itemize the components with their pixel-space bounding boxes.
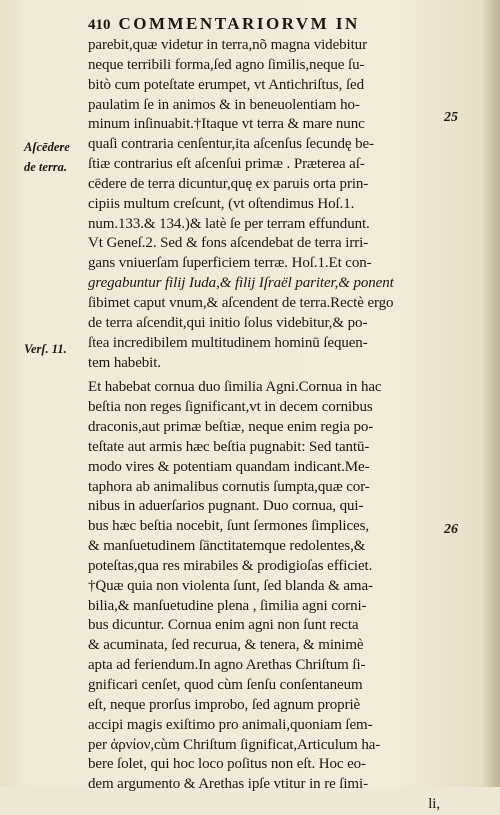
page-number: 410 — [88, 17, 111, 33]
body-text — [88, 36, 440, 815]
text-line: & acuminata, ſed recurua, & tenera, & minimè — [88, 637, 364, 654]
text-line: dem argumento & Arethas ipſe vtitur in re ſimi- — [88, 776, 368, 793]
text-line: neque terribili forma,ſed agno ſimilis,neque ſu- — [88, 56, 365, 73]
text-line: quaſi contraria cenſentur,ita aſcenſus ſecundę be- — [88, 136, 374, 153]
text-line: bus dicuntur. Cornua enim agni non ſunt recta — [88, 617, 359, 634]
text-line: & manſuetudinem ſānctitatemque redolentes,& — [88, 538, 366, 555]
margin-note-ascendere — [24, 138, 86, 178]
text-line: †Quæ quia non violenta ſunt, ſed blanda & ama- — [88, 577, 373, 594]
text-line: modo vires & potentiam quandam indicant.Me- — [88, 458, 370, 475]
margin-note-line: de terra. — [24, 159, 68, 174]
text-line: cēdere de terra dicuntur,quę ex paruis orta prin- — [88, 175, 369, 192]
text-line: ſtiæ contrarius eſt aſcenſui primæ . Præterea aſ- — [88, 156, 365, 173]
page-header — [88, 14, 468, 38]
text-line: de terra aſcendit,qui initio ſolus videbitur,& po- — [88, 314, 368, 331]
text-line: draconis,aut primæ beſtiæ, neque enim regia po- — [88, 419, 374, 436]
text-line: nibus in aduerſarios pugnant. Duo cornua, qui- — [88, 498, 364, 515]
text-line: gnificari cenſet, quod cùm ſenſu conſentaneum — [88, 677, 363, 693]
text-line: beſtia non reges ſignificant,vt in decem cornibus — [88, 399, 373, 416]
text-line: accipi magis exiſtimo pro animali,quoniam ſem- — [88, 716, 373, 733]
text-line: Vt Geneſ.2. Sed & fons aſcendebat de terra irri- — [88, 235, 369, 252]
text-line: ſtea incredibilem multitudinem hominū ſequen- — [88, 334, 368, 351]
text-line: num.133.& 134.)& latè ſe per terram effundunt. — [88, 215, 370, 232]
text-line: poteſtas,qua res mirabiles & prodigioſas efficiet. — [88, 557, 373, 574]
text-line: per ἀρνίον,cùm Chriſtum ſignificat,Articulum ha- — [88, 736, 381, 753]
text-line: minum inſinuabit.†Itaque vt terra & mare nunc — [88, 116, 365, 133]
text-line: bitò cum poteſtate erumpet, vt Antichriſtus, ſed — [88, 76, 364, 93]
text-line: cipiis multum creſcunt, (vt oſtendimus Hoſ.1. — [88, 195, 355, 212]
text-line: eſt, neque prorſus improbo, ſed agnum propriè — [88, 696, 361, 713]
text-line: bus hæc beſtia nocebit, ſunt ſermones ſimplices, — [88, 518, 369, 535]
text-line: parebit,quæ videtur in terra,nõ magna videbitur — [88, 37, 367, 53]
page-gutter-shadow — [482, 0, 500, 787]
running-title: COMMENTARIORVM IN — [118, 14, 360, 33]
margin-number-26: 26 — [444, 522, 458, 537]
text-line: apta ad feriendum.In agno Arethas Chriſtum ſi- — [88, 657, 366, 674]
text-line: teſtate aut armis hæc beſtia pugnabit: Sed tantū- — [88, 438, 370, 455]
text-line: bilia,& manſuetudine plena , ſimilia agni corni- — [88, 597, 367, 614]
margin-note-line: Aſcēdere — [24, 140, 70, 154]
text-line: li, — [428, 796, 440, 813]
margin-note-verse: Verſ. 11. — [24, 342, 67, 356]
text-line: bere ſolet, qui hoc loco poſitus non eſt. Hoc eo- — [88, 756, 366, 773]
text-line: taphora ab animalibus cornutis ſumpta,quæ cor- — [88, 478, 370, 495]
text-line: tem habebit. — [88, 354, 161, 371]
text-line: gregabuntur filij Iuda,& filij Iſraël pariter,& ponent — [88, 275, 394, 292]
text-line: ſibimet caput vnum,& aſcendent de terra.Rectè ergo — [88, 294, 394, 311]
text-line: Et habebat cornua duo ſimilia Agni.Cornua in hac — [88, 379, 382, 396]
text-line: paulatim ſe in animos & in beneuolentiam ho- — [88, 96, 360, 113]
margin-number-25: 25 — [444, 110, 458, 125]
text-line: gans vniuerſam ſuperficiem terræ. Hoſ.1.Et con- — [88, 255, 372, 272]
